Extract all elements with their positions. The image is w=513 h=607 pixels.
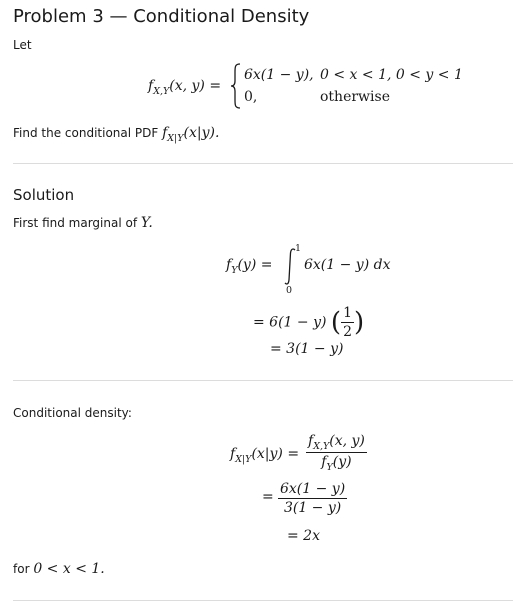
marginal-line-2: = 6(1 − y) ( $\frac{1}{2}$ ) <box>253 305 365 340</box>
divider <box>13 163 513 164</box>
intro-text: Let <box>13 38 32 52</box>
marginal-line-3: = 3(1 − y) <box>270 341 344 357</box>
case-1-condition: 0 < x < 1, 0 < y < 1 <box>320 67 463 83</box>
divider <box>13 600 513 601</box>
task-text: Find the conditional PDF $f_{X|Y}(x|y)$. <box>13 125 220 144</box>
integral-lower-limit: 0 <box>286 285 293 296</box>
page-title: Problem 3 — Conditional Density <box>13 6 310 27</box>
solution-heading: Solution <box>13 186 75 204</box>
conditional-eq-sign: = <box>262 489 274 505</box>
conditional-lhs: $f_{X|Y}(x|y)$ = <box>230 446 300 465</box>
case-1-expression: 6x(1 − y), <box>244 67 314 83</box>
footer-text: for 0 < x < 1. <box>13 561 105 577</box>
marginal-integrand: 6x(1 − y) dx <box>304 257 391 273</box>
conditional-fraction: $\frac{f_{X,Y}(x, y)}{f_Y(y)}$ <box>308 433 365 473</box>
joint-density-lhs: $f_{X,Y}(x$, y) = <box>148 78 222 97</box>
divider <box>13 380 513 381</box>
step-1-text: First find marginal of Y. <box>13 215 153 231</box>
conditional-line-3: = 2x <box>287 528 320 544</box>
case-2-condition: otherwise <box>320 89 390 105</box>
integral-upper-limit: 1 <box>295 243 302 254</box>
case-2-expression: 0, <box>244 89 258 105</box>
marginal-lhs: $f_Y(y)$ = <box>226 257 273 276</box>
conditional-line-2: $\frac{6x(1 - y)}{3(1 - y)}$ <box>280 481 346 516</box>
left-brace-icon <box>230 63 242 109</box>
conditional-label: Conditional density: <box>13 406 132 420</box>
